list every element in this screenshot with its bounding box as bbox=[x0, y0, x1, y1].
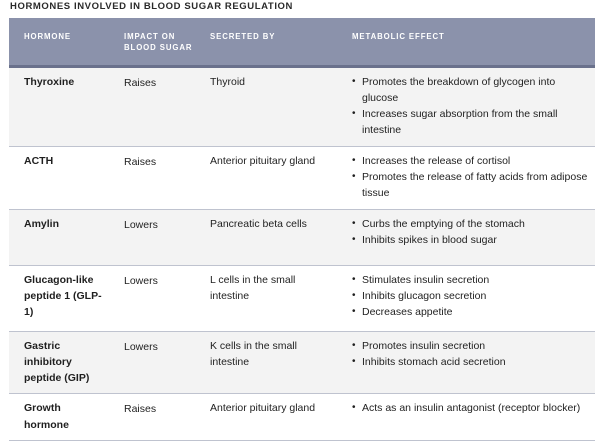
column-header-secreted-by: SECRETED BY bbox=[200, 18, 342, 66]
effect-item bbox=[352, 400, 589, 416]
column-header-hormone: HORMONE bbox=[9, 18, 110, 66]
table-row bbox=[9, 66, 595, 146]
table-row bbox=[9, 209, 595, 265]
effect-item bbox=[352, 272, 589, 288]
cell-secreted-by: Anterior pituitary gland bbox=[200, 394, 342, 441]
cell-metabolic-effect bbox=[342, 66, 595, 146]
effect-item bbox=[352, 74, 589, 107]
table-header-row bbox=[9, 18, 595, 66]
cell-hormone: Amylin bbox=[9, 209, 110, 265]
table-row bbox=[9, 331, 595, 394]
cell-metabolic-effect bbox=[342, 394, 595, 441]
cell-impact: Raises bbox=[110, 146, 200, 209]
cell-hormone: Growth hormone bbox=[9, 394, 110, 441]
bullet-icon: • bbox=[352, 402, 356, 414]
cell-metabolic-effect bbox=[342, 265, 595, 331]
cell-impact: Lowers bbox=[110, 265, 200, 331]
cell-metabolic-effect bbox=[342, 146, 595, 209]
effect-text: Inhibits spikes in blood sugar bbox=[362, 233, 497, 246]
effect-item bbox=[352, 232, 589, 248]
cell-hormone: Thyroxine bbox=[9, 66, 110, 146]
effect-item bbox=[352, 288, 589, 304]
effect-text: Stimulates insulin secretion bbox=[362, 273, 490, 286]
cell-impact: Raises bbox=[110, 66, 200, 146]
effect-item bbox=[352, 354, 589, 370]
column-header-impact bbox=[110, 18, 200, 66]
effects-list bbox=[352, 400, 589, 416]
effect-text: Decreases appetite bbox=[362, 306, 453, 319]
effect-item bbox=[352, 304, 589, 320]
bullet-icon: • bbox=[352, 233, 356, 245]
bullet-icon: • bbox=[352, 306, 356, 318]
bullet-icon: • bbox=[352, 75, 356, 87]
bullet-icon: • bbox=[352, 289, 356, 301]
table-row bbox=[9, 146, 595, 209]
cell-secreted-by: Anterior pituitary gland bbox=[200, 146, 342, 209]
bullet-icon: • bbox=[352, 154, 356, 166]
bullet-icon: • bbox=[352, 170, 356, 182]
column-header-impact-line1: IMPACT ON bbox=[124, 32, 176, 41]
effect-text: Curbs the emptying of the stomach bbox=[362, 217, 525, 230]
cell-hormone: Gastric inhibitory peptide (GIP) bbox=[9, 331, 110, 394]
cell-metabolic-effect bbox=[342, 209, 595, 265]
bullet-icon: • bbox=[352, 355, 356, 367]
effects-list bbox=[352, 74, 589, 139]
effects-list bbox=[352, 272, 589, 321]
effects-list bbox=[352, 153, 589, 202]
effect-text: Inhibits stomach acid secretion bbox=[362, 355, 506, 368]
effect-item bbox=[352, 216, 589, 232]
cell-secreted-by: K cells in the small intestine bbox=[200, 331, 342, 394]
cell-hormone: ACTH bbox=[9, 146, 110, 209]
cell-metabolic-effect bbox=[342, 331, 595, 394]
column-header-metabolic-effect: METABOLIC EFFECT bbox=[342, 18, 595, 66]
effect-text: Increases sugar absorption from the small intestine bbox=[362, 108, 558, 137]
effects-list bbox=[352, 216, 589, 249]
cell-hormone: Glucagon-like peptide 1 (GLP-1) bbox=[9, 265, 110, 331]
table-row bbox=[9, 394, 595, 441]
effect-text: Promotes the breakdown of glycogen into glucose bbox=[362, 75, 556, 104]
cell-secreted-by: Pancreatic beta cells bbox=[200, 209, 342, 265]
effect-text: Increases the release of cortisol bbox=[362, 154, 511, 167]
effect-text: Promotes insulin secretion bbox=[362, 339, 486, 352]
effect-text: Inhibits glucagon secretion bbox=[362, 289, 487, 302]
hormones-table bbox=[9, 18, 595, 441]
bullet-icon: • bbox=[352, 217, 356, 229]
effect-text: Acts as an insulin antagonist (receptor blocker) bbox=[362, 402, 581, 415]
bullet-icon: • bbox=[352, 273, 356, 285]
effect-item bbox=[352, 169, 589, 202]
column-header-impact-line2: BLOOD SUGAR bbox=[124, 43, 193, 52]
effect-item bbox=[352, 338, 589, 354]
effect-text: Promotes the release of fatty acids from adipose tissue bbox=[362, 170, 588, 200]
bullet-icon: • bbox=[352, 339, 356, 351]
cell-secreted-by: L cells in the small intestine bbox=[200, 265, 342, 331]
effects-list bbox=[352, 338, 589, 371]
cell-impact: Lowers bbox=[110, 209, 200, 265]
bullet-icon: • bbox=[352, 108, 356, 120]
table-row bbox=[9, 265, 595, 331]
cell-impact: Raises bbox=[110, 394, 200, 441]
effect-item bbox=[352, 153, 589, 169]
cell-impact: Lowers bbox=[110, 331, 200, 394]
effect-item bbox=[352, 106, 589, 139]
cell-secreted-by: Thyroid bbox=[200, 66, 342, 146]
table-caption: HORMONES INVOLVED IN BLOOD SUGAR REGULATION bbox=[10, 1, 294, 12]
